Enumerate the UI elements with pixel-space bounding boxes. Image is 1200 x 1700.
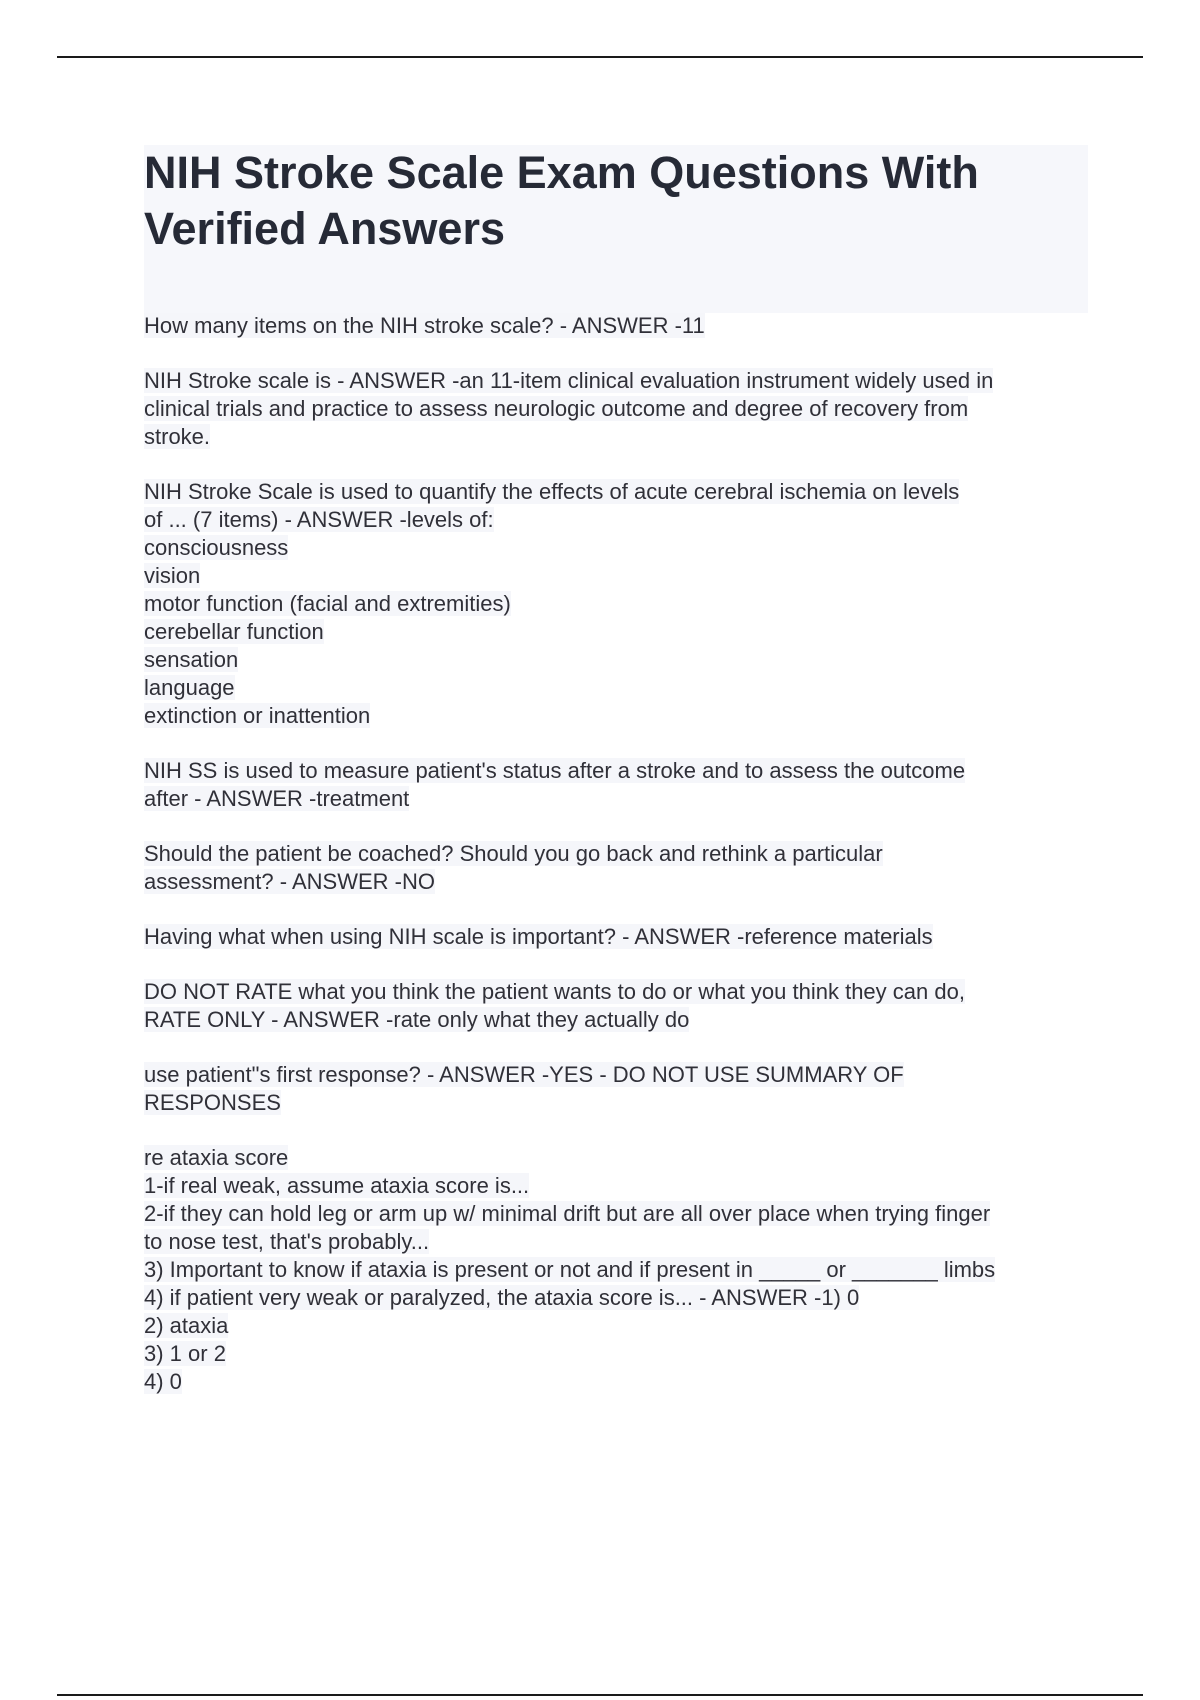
qa-line: to nose test, that's probably... [144,1229,430,1254]
qa-line: of ... (7 items) - ANSWER -levels of: [144,507,494,532]
qa-line: vision [144,563,201,588]
qa-line: NIH SS is used to measure patient's status after a stroke and to assess the outcome [144,758,966,783]
qa-line: cerebellar function [144,619,324,644]
qa-line: assessment? - ANSWER -NO [144,869,435,894]
qa-list [144,312,1084,1423]
qa-entry-reference [144,923,1084,951]
qa-line: 2-if they can hold leg or arm up w/ minimal drift but are all over place when trying finger [144,1201,991,1226]
qa-line: 3) 1 or 2 [144,1341,226,1366]
qa-line: NIH Stroke scale is - ANSWER -an 11-item clinical evaluation instrument widely used in [144,368,994,393]
qa-line: use patient"s first response? - ANSWER -YES - DO NOT USE SUMMARY OF [144,1062,904,1087]
qa-entry-definition [144,367,1084,451]
qa-line: sensation [144,647,239,672]
title-block [144,145,1088,313]
qa-line: Should the patient be coached? Should you go back and rethink a particular [144,841,883,866]
qa-line: language [144,675,235,700]
qa-line: motor function (facial and extremities) [144,591,511,616]
qa-line: 3) Important to know if ataxia is present or not and if present in _____ or _______ limbs [144,1257,996,1282]
qa-entry-ataxia [144,1144,1084,1396]
page-title [144,145,1088,257]
bottom-rule [57,1694,1143,1696]
qa-line: RESPONSES [144,1090,281,1115]
qa-entry-status [144,757,1084,813]
qa-line: after - ANSWER -treatment [144,786,410,811]
qa-line: re ataxia score [144,1145,289,1170]
qa-line: clinical trials and practice to assess neurologic outcome and degree of recovery from [144,396,969,421]
qa-line: 1-if real weak, assume ataxia score is... [144,1173,530,1198]
qa-entry-rate-only [144,978,1084,1034]
qa-line: Having what when using NIH scale is important? - ANSWER -reference materials [144,924,933,949]
qa-line: DO NOT RATE what you think the patient wants to do or what you think they can do, [144,979,965,1004]
qa-line: 4) if patient very weak or paralyzed, the ataxia score is... - ANSWER -1) 0 [144,1285,860,1310]
title-line: NIH Stroke Scale Exam Questions With [144,147,979,198]
qa-line: stroke. [144,424,211,449]
qa-line: 4) 0 [144,1369,182,1394]
qa-entry-item-count [144,312,1084,340]
qa-line: consciousness [144,535,289,560]
qa-line: 2) ataxia [144,1313,229,1338]
qa-entry-levels [144,478,1084,730]
qa-entry-first-response [144,1061,1084,1117]
qa-line: How many items on the NIH stroke scale? - ANSWER -11 [144,313,705,338]
qa-line: extinction or inattention [144,703,371,728]
qa-line: RATE ONLY - ANSWER -rate only what they actually do [144,1007,690,1032]
qa-entry-coaching [144,840,1084,896]
qa-line: NIH Stroke Scale is used to quantify the effects of acute cerebral ischemia on levels [144,479,960,504]
top-rule [57,56,1143,58]
title-line: Verified Answers [144,203,505,254]
